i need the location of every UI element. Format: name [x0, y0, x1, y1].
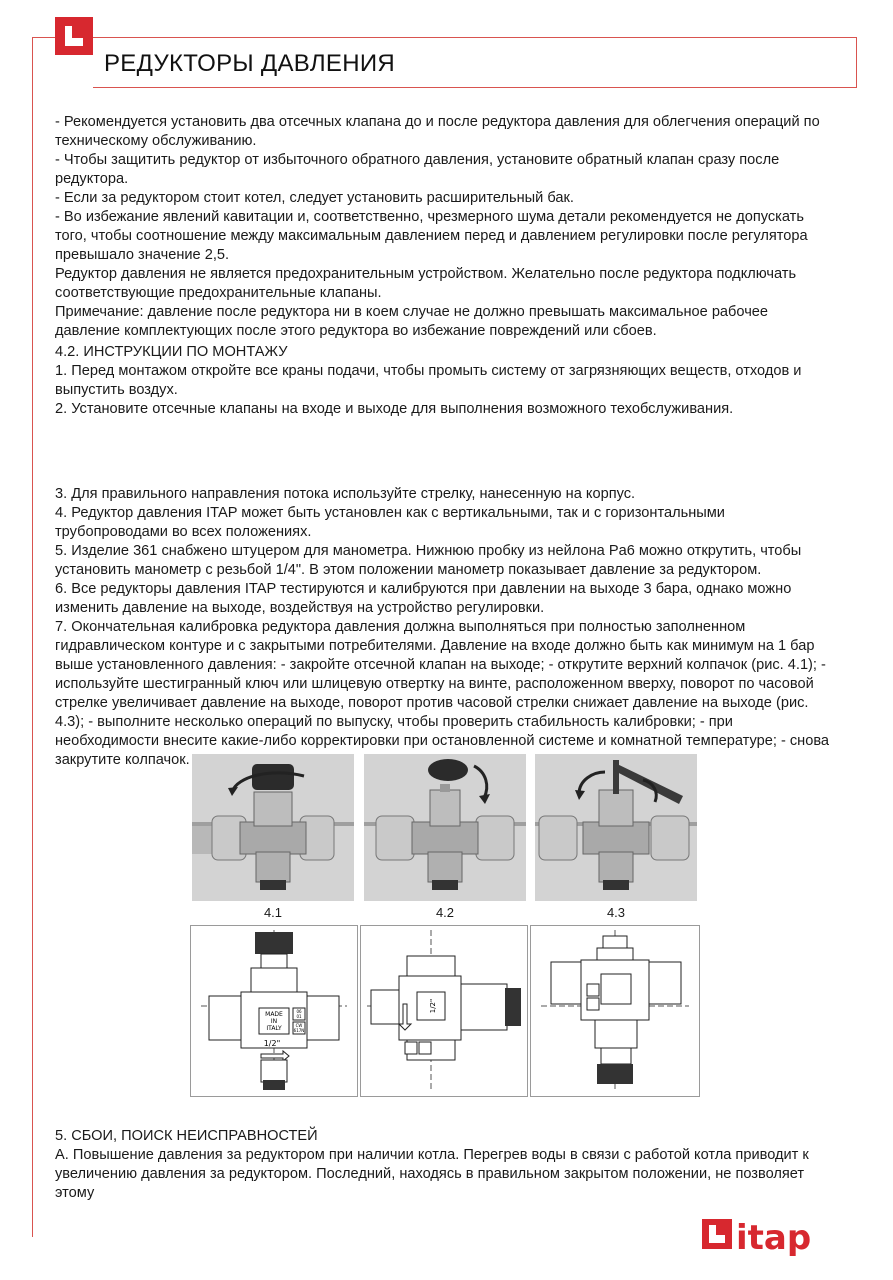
valve-mark-size: 1/2" [429, 998, 437, 1014]
brand-logo [700, 1213, 830, 1263]
section-heading: 5. СБОИ, ПОИСК НЕИСПРАВНОСТЕЙ [55, 1128, 318, 1144]
instruction-item: 2. Установите отсечные клапаны на входе и выходе для выполнения возможного техобслуживания. [55, 401, 734, 417]
valve-mark-plate-b: 617N [293, 1028, 305, 1033]
valve-mark-made: MADE [265, 1011, 283, 1018]
valve-mark-in: IN [270, 1018, 278, 1025]
intro-paragraph: - Если за редуктором стоит котел, следует установить расширительный бак. [55, 190, 574, 206]
intro-paragraph: - Чтобы защитить редуктор от избыточного обратного давления, установите обратный клапан сразу после редуктора. [55, 152, 780, 187]
section-text: А. Повышение давления за редуктором при наличии котла. Перегрев воды в связи с работой котла приводит к увеличению давления за редуктором. Последний, находясь в правильном закрытом положении, не позволяет этому [55, 1147, 809, 1201]
drawing-vertical-down [530, 925, 700, 1097]
figure-4-2-photo [364, 754, 526, 901]
section-heading: 4.2. ИНСТРУКЦИИ ПО МОНТАЖУ [55, 344, 288, 360]
figure-4-1-photo [192, 754, 354, 901]
intro-paragraph: - Рекомендуется установить два отсечных клапана до и после редуктора давления для облегчения операций по техническому обслуживанию. [55, 114, 820, 149]
valve-mark-italy: ITALY [266, 1025, 282, 1032]
valve-mark-size: 1/2" [263, 1039, 281, 1048]
section-4-2-continued [55, 485, 830, 770]
intro-paragraph: - Во избежание явлений кавитации и, соответственно, чрезмерного шума детали рекомендуется не допускать того, чтобы соотношение между максимальным давлением перед и давлением регулировки после регулятора превышало значение 2,5. [55, 209, 808, 263]
itap-logo-icon [700, 1213, 830, 1263]
instruction-item: 3. Для правильного направления потока используйте стрелку, нанесенную на корпус. [55, 486, 636, 502]
section-4-2 [55, 343, 830, 419]
title-underline [93, 87, 857, 88]
frame-top-right [93, 37, 857, 38]
intro-paragraph: Примечание: давление после редуктора ни в коем случае не должно превышать максимальное рабочее давление комплектующих после этого редуктора во избежание повреждений или сбоев. [55, 304, 769, 339]
valve-mark-gauge-b: 01 [296, 1014, 302, 1019]
figure-4-3-photo [535, 754, 697, 901]
logo-symbol-icon [55, 17, 93, 55]
frame-left [32, 37, 33, 1237]
valve-mark-gauge-a: 06 [296, 1009, 302, 1014]
frame-top-left [32, 37, 55, 38]
frame-right [856, 37, 857, 87]
intro-text [55, 113, 830, 341]
figure-caption: 4.2 [435, 905, 455, 920]
section-5 [55, 1127, 830, 1203]
instruction-item: 1. Перед монтажом откройте все краны подачи, чтобы промыть систему от загрязняющих веществ, отходов и выпустить воздух. [55, 363, 802, 398]
brand-name: itap [736, 1218, 812, 1258]
instruction-item: 4. Редуктор давления ITAP может быть установлен как с вертикальными, так и с горизонтальными трубопроводами во всех положениях. [55, 505, 725, 540]
instruction-item: 5. Изделие 361 снабжено штуцером для манометра. Нижнюю пробку из нейлона Pa6 можно открутить, чтобы установить манометр с резьбой 1/4". В этом положении манометр показывает давление за редуктором. [55, 543, 802, 578]
page-title: РЕДУКТОРЫ ДАВЛЕНИЯ [104, 50, 396, 77]
instruction-item: 6. Все редукторы давления ITAP тестируются и калибруются при давлении на выходе 3 бара, однако можно изменить давление на выходе, воздействуя на устройство регулировки. [55, 581, 792, 616]
instruction-item: 7. Окончательная калибровка редуктора давления должна выполняться при полностью заполненном гидравлическом контуре и с закрытыми потребителями. Давление на входе должно быть как минимум на 1 бар выше установленного давления: - закройте отсечной клапан на выходе; - открутите верхний колпачок (рис. 4.1); - используйте шестигранный ключ или шлицевую отвертку на винте, расположенном вверху, поворот по часовой стрелке увеличивает давление на выходе, поворот против часовой стрелки снижает давление на выходе (рис. 4.3); - выполните несколько операций по выпуску, чтобы проверить стабильность калибровки; - при необходимости внесите какие-либо корректировки при остановленной системе и комнатной температуре; - снова закрутите колпачок. [55, 619, 830, 768]
drawing-vertical-up [190, 925, 358, 1097]
drawing-horizontal [360, 925, 528, 1097]
logo-mark [55, 17, 93, 55]
intro-paragraph: Редуктор давления не является предохранительным устройством. Желательно после редуктора подключать соответствующие предохранительные клапаны. [55, 266, 797, 301]
figure-caption: 4.3 [606, 905, 626, 920]
figure-caption: 4.1 [263, 905, 283, 920]
valve-mark-plate-a: CW [295, 1023, 303, 1028]
